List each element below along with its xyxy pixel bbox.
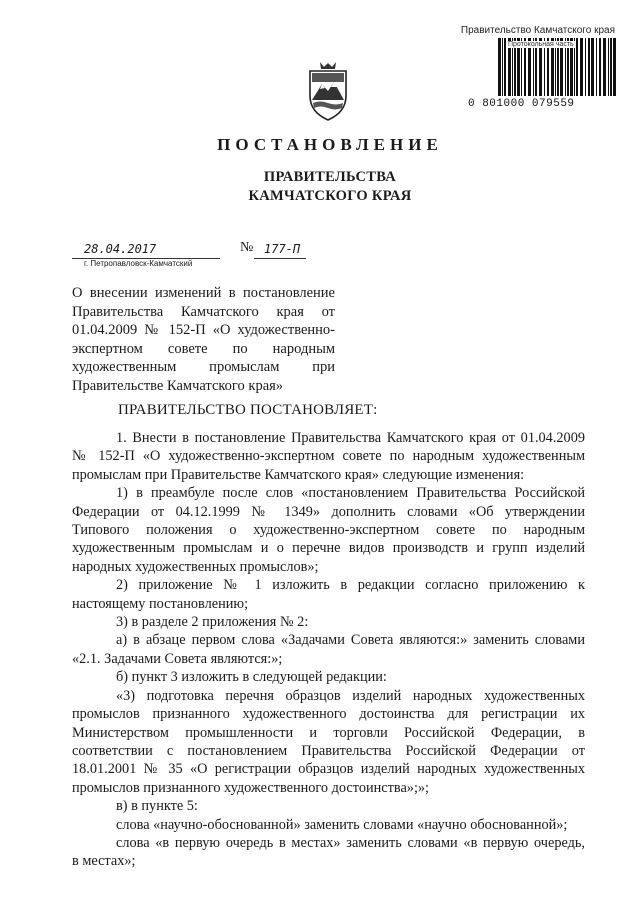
subject-line: экспертном совете по народным bbox=[72, 340, 335, 357]
body-line: 3) в разделе 2 приложения № 2: bbox=[116, 614, 309, 631]
body-line: художественным промыслам и о перечне видов производств и групп изделий bbox=[72, 540, 585, 557]
barcode-caption: Протокольная часть bbox=[508, 41, 574, 48]
decree-heading: ПРАВИТЕЛЬСТВО ПОСТАНОВЛЯЕТ: bbox=[118, 402, 378, 418]
issue-city: г. Петропавловск-Камчатский bbox=[84, 259, 193, 268]
subject-line: Правительства Камчатского края от bbox=[72, 303, 335, 320]
body-line: в) в пункте 5: bbox=[116, 798, 198, 815]
body-line: в местах»; bbox=[72, 853, 136, 870]
body-line: промыслов признанного художественного достоинства для регистрации их bbox=[72, 706, 585, 723]
document-date: 28.04.2017 bbox=[84, 242, 157, 256]
date-field bbox=[72, 240, 220, 259]
body-line: а) в абзаце первом слова «Задачами Совета являются:» заменить словами bbox=[116, 632, 585, 649]
organization-header: Правительство Камчатского края bbox=[460, 25, 615, 36]
body-line: 1) в преамбуле после слов «постановлением Правительства Российской bbox=[116, 485, 585, 502]
barcode-number: 0 801000 079559 bbox=[468, 98, 575, 110]
subject-line: художественным промыслам при bbox=[72, 359, 335, 375]
body-line: 2) приложение № 1 изложить в редакции согласно приложению к bbox=[116, 577, 585, 594]
document-issuer bbox=[0, 168, 640, 206]
body-line: «2.1. Задачами Совета являются:»; bbox=[72, 650, 283, 667]
number-label: № bbox=[240, 240, 254, 255]
kamchatka-coat-of-arms-icon bbox=[306, 60, 350, 122]
body-line: 1. Внести в постановление Правительства Камчатского края от 01.04.2009 bbox=[116, 430, 585, 446]
document-title: ПОСТАНОВЛЕНИЕ bbox=[217, 135, 443, 154]
body-line: № 152-П «О художественно-экспертном совете по народным художественным bbox=[72, 448, 585, 465]
subject-line: О внесении изменений в постановление bbox=[72, 285, 335, 301]
body-line: Федерации от 04.12.1999 № 1349» дополнить словами «Об утверждении bbox=[72, 503, 585, 520]
number-field bbox=[254, 240, 306, 259]
body-line: слова «научно-обоснованной» заменить словами «научно обоснованной»; bbox=[116, 816, 568, 833]
subject-line: 01.04.2009 № 152-П «О художественно- bbox=[72, 322, 335, 338]
body-line: настоящему постановлению; bbox=[72, 595, 249, 612]
body-line: Министерством промышленности и торговли Российской Федерации, в bbox=[72, 724, 585, 741]
body-line: слова «в первую очередь в местах» заменить словами «в первую очередь, bbox=[116, 834, 585, 851]
body-line: соответствии с постановлением Правительства Российской Федерации от bbox=[72, 742, 585, 759]
document-body bbox=[72, 429, 585, 871]
issuer-line-2: КАМЧАТСКОГО КРАЯ bbox=[248, 188, 412, 204]
body-line: народных художественных промыслов»; bbox=[72, 558, 319, 575]
document-number: 177-П bbox=[264, 242, 301, 256]
barcode bbox=[468, 38, 616, 118]
body-line: промыслам при Правительстве Камчатского края» следующие изменения: bbox=[72, 466, 525, 483]
body-line: Типового положения о художественно-экспертном совете по народным bbox=[72, 522, 585, 539]
body-line: промыслов признанного художественного достоинства»;»; bbox=[72, 779, 430, 796]
body-line: 18.01.2001 № 35 «О регистрации образцов изделий народных художественных bbox=[72, 761, 585, 778]
body-line: «3) подготовка перечня образцов изделий народных художественных bbox=[116, 687, 585, 704]
subject-line: Правительстве Камчатского края» bbox=[72, 377, 284, 394]
issuer-line-1: ПРАВИТЕЛЬСТВА bbox=[263, 169, 397, 185]
body-line: б) пункт 3 изложить в следующей редакции: bbox=[116, 669, 387, 686]
document-subject bbox=[72, 284, 335, 395]
